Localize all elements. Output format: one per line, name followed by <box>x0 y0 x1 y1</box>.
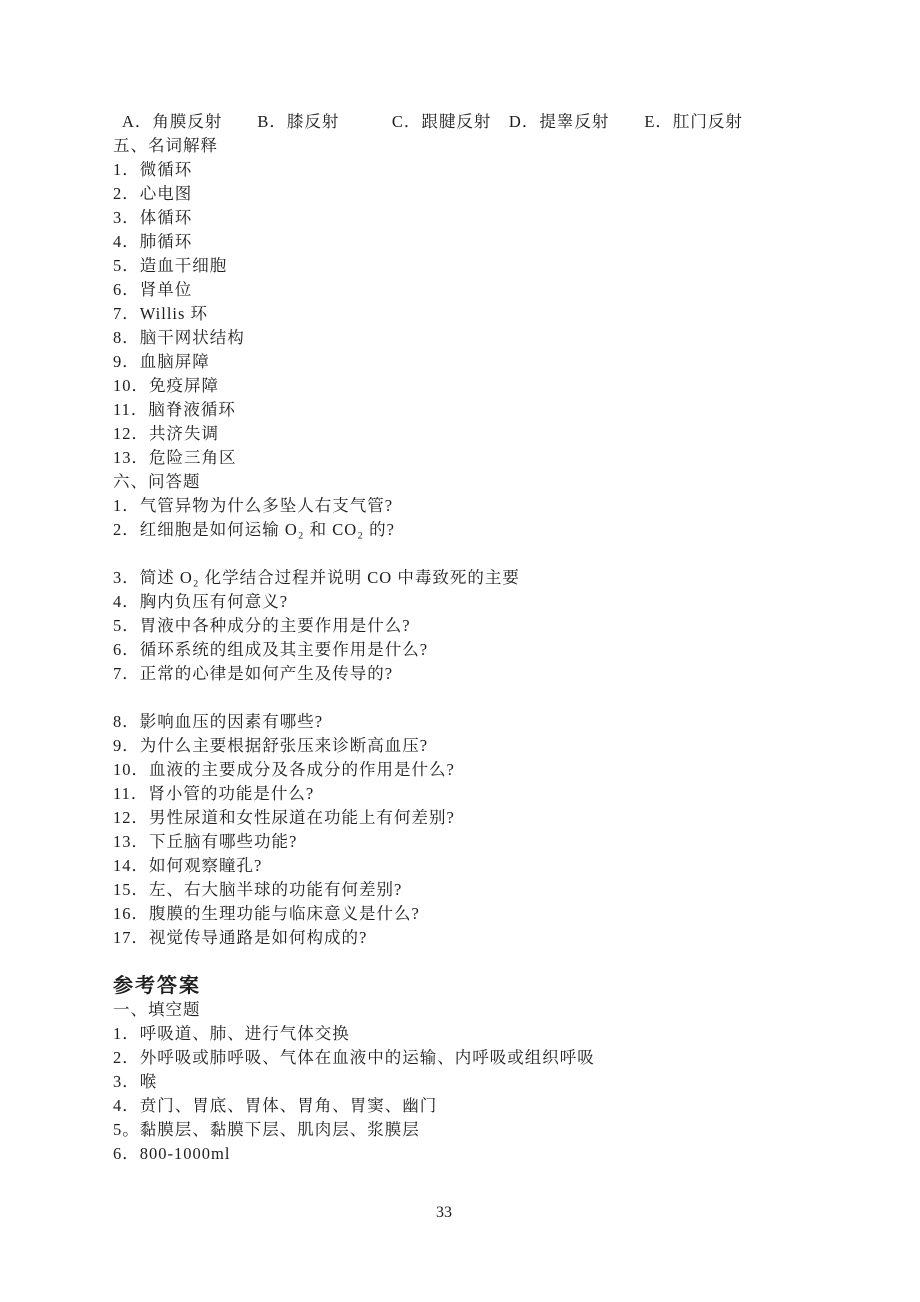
question-item: 4．胸内负压有何意义? <box>113 592 289 611</box>
question-item: 11．肾小管的功能是什么? <box>113 784 315 803</box>
blank-line <box>113 950 858 974</box>
term-item: 6．肾单位 <box>113 280 193 299</box>
term-item: 5．造血干细胞 <box>113 256 228 275</box>
question-item: 8．影响血压的因素有哪些? <box>113 712 324 731</box>
blank-line <box>113 542 858 566</box>
question-item: 15．左、右大脑半球的功能有何差别? <box>113 880 403 899</box>
question-item: 16．腹膜的生理功能与临床意义是什么? <box>113 904 420 923</box>
answer-item: 3．喉 <box>113 1072 158 1091</box>
term-item: 8．脑干网状结构 <box>113 328 245 347</box>
term-item: 2．心电图 <box>113 184 193 203</box>
term-item: 12．共济失调 <box>113 424 219 443</box>
term-item: 13．危险三角区 <box>113 448 237 467</box>
answer-item: 5。黏膜层、黏膜下层、肌肉层、浆膜层 <box>113 1120 420 1139</box>
answer-item: 2．外呼吸或肺呼吸、气体在血液中的运输、内呼吸或组织呼吸 <box>113 1048 595 1067</box>
answer-options-line: A．角膜反射 B．膝反射 C．跟腱反射 D．提睾反射 E．肛门反射 <box>122 112 743 131</box>
term-item: 10．免疫屏障 <box>113 376 219 395</box>
term-item: 1．微循环 <box>113 160 193 179</box>
question-item: 9．为什么主要根据舒张压来诊断高血压? <box>113 736 429 755</box>
term-item: 9．血脑屏障 <box>113 352 210 371</box>
blank-line <box>113 686 858 710</box>
question-item: 17．视觉传导通路是如何构成的? <box>113 928 368 947</box>
question-item: 1．气管异物为什么多坠人右支气管? <box>113 496 394 515</box>
answers-heading: 参考答案 <box>113 975 201 997</box>
section-six-heading: 六、问答题 <box>113 472 201 491</box>
question-item: 12．男性尿道和女性尿道在功能上有何差别? <box>113 808 455 827</box>
question-item: 14．如何观察瞳孔? <box>113 856 263 875</box>
question-item: 13．下丘脑有哪些功能? <box>113 832 298 851</box>
answer-item: 4．贲门、胃底、胃体、胃角、胃窦、幽门 <box>113 1096 438 1115</box>
term-item: 4．肺循环 <box>113 232 193 251</box>
question-item: 7．正常的心律是如何产生及传导的? <box>113 664 394 683</box>
document-content <box>113 110 858 1166</box>
answers-subheading: 一、填空题 <box>113 1000 201 1019</box>
question-item: 2．红细胞是如何运输 O₂ 和 CO₂ 的? <box>113 520 395 539</box>
question-item: 6．循环系统的组成及其主要作用是什么? <box>113 640 429 659</box>
answer-item: 1．呼吸道、肺、进行气体交换 <box>113 1024 350 1043</box>
question-item: 3．简述 O₂ 化学结合过程并说明 CO 中毒致死的主要 <box>113 568 520 587</box>
answer-item: 6．800-1000ml <box>113 1144 231 1163</box>
term-item: 3．体循环 <box>113 208 193 227</box>
term-item: 11．脑脊液循环 <box>113 400 236 419</box>
section-five-heading: 五、名词解释 <box>113 136 218 155</box>
page-number: 33 <box>436 1204 452 1221</box>
question-item: 10．血液的主要成分及各成分的作用是什么? <box>113 760 455 779</box>
question-item: 5．胃液中各种成分的主要作用是什么? <box>113 616 411 635</box>
term-item: 7．Willis 环 <box>113 304 209 323</box>
